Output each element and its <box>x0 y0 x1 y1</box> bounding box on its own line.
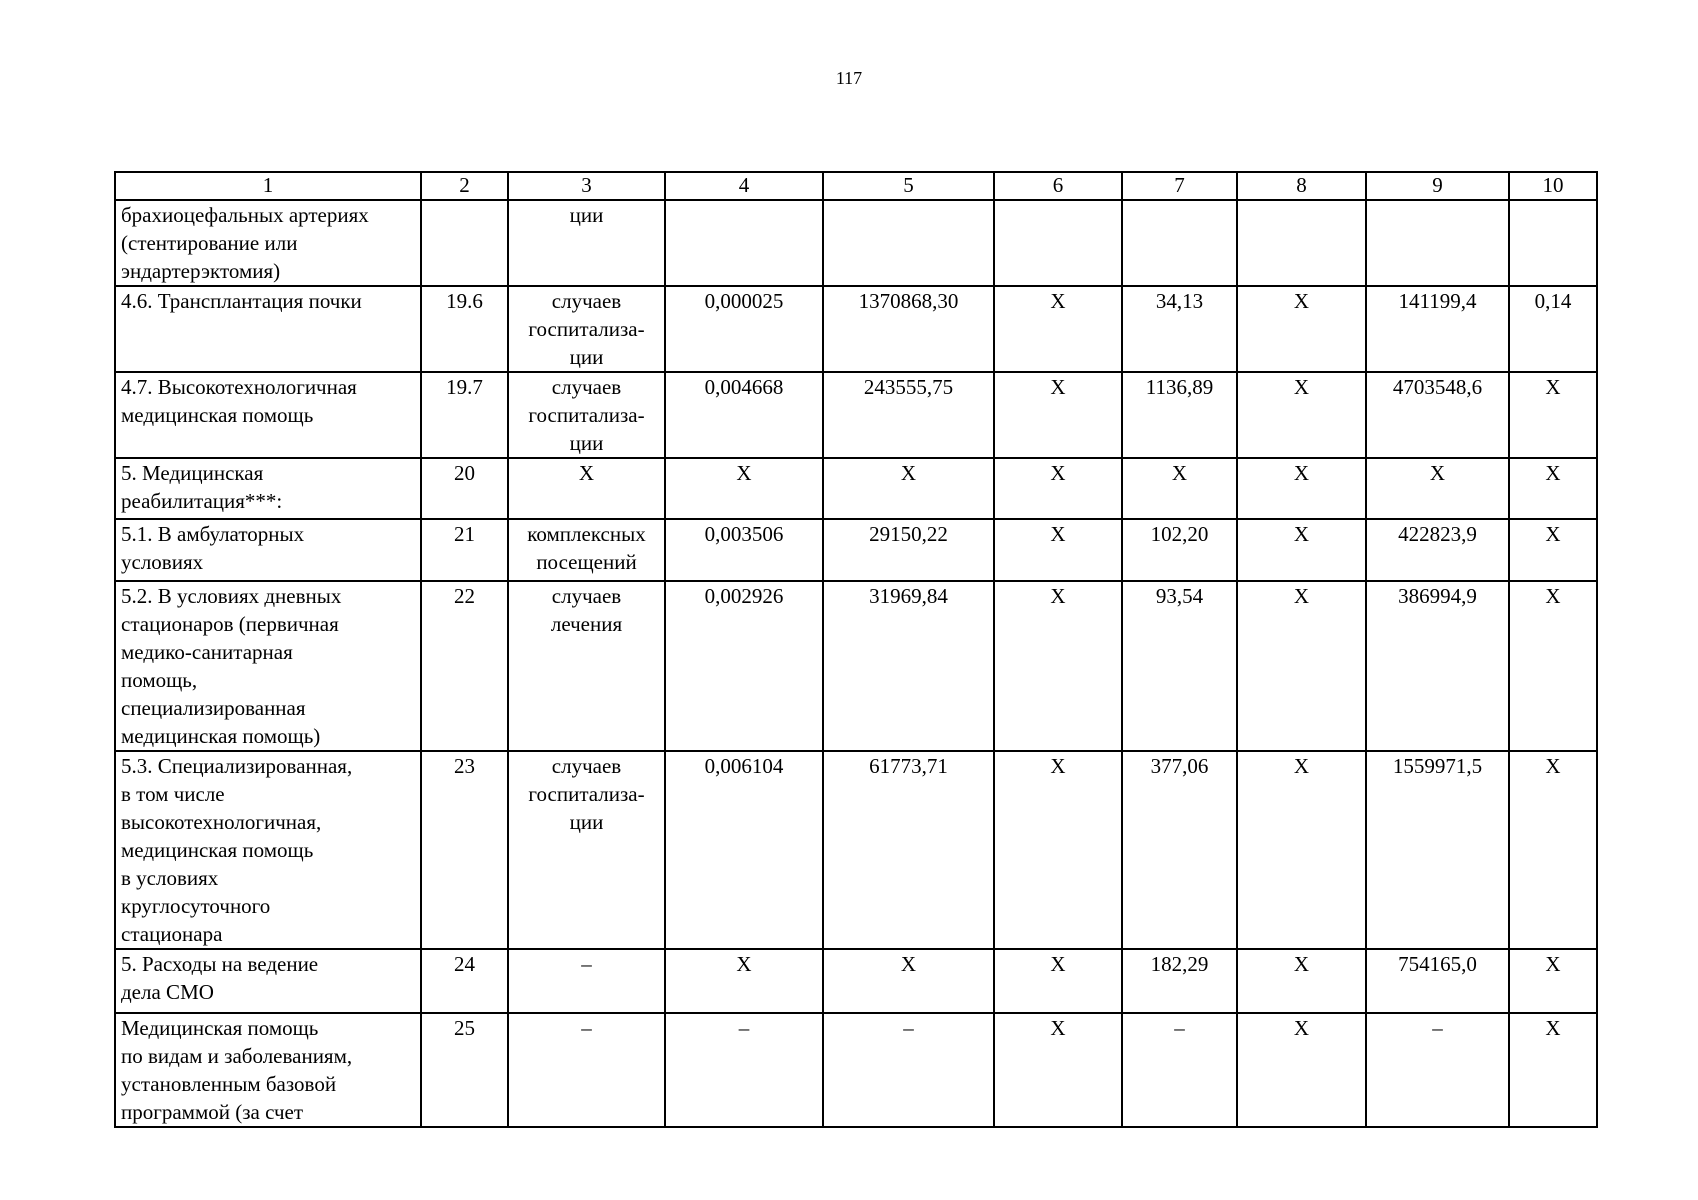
column-number-cell: 5 <box>823 172 994 200</box>
row-number-cell: 19.7 <box>421 372 508 458</box>
table-row <box>115 458 1597 519</box>
row-name-cell: 5. Медицинская реабилитация***: <box>115 458 421 519</box>
table-row <box>115 949 1597 1013</box>
value-cell <box>1237 200 1366 286</box>
row-number-cell: 20 <box>421 458 508 519</box>
table-row <box>115 519 1597 581</box>
value-cell: X <box>1237 581 1366 751</box>
value-cell: X <box>1509 372 1597 458</box>
value-cell: 34,13 <box>1122 286 1237 372</box>
column-number-cell: 8 <box>1237 172 1366 200</box>
value-cell: X <box>1509 1013 1597 1127</box>
value-cell <box>994 200 1122 286</box>
value-cell: 0,002926 <box>665 581 823 751</box>
value-cell: X <box>1237 949 1366 1013</box>
value-cell <box>665 200 823 286</box>
value-cell: – <box>823 1013 994 1127</box>
value-cell: 754165,0 <box>1366 949 1509 1013</box>
column-number-cell: 3 <box>508 172 665 200</box>
table-row <box>115 1013 1597 1127</box>
value-cell: 31969,84 <box>823 581 994 751</box>
value-cell: 61773,71 <box>823 751 994 949</box>
value-cell: 0,000025 <box>665 286 823 372</box>
value-cell <box>1366 200 1509 286</box>
value-cell: – <box>665 1013 823 1127</box>
value-cell: X <box>1122 458 1237 519</box>
value-cell: X <box>994 519 1122 581</box>
row-name-cell: 4.6. Трансплантация почки <box>115 286 421 372</box>
row-number-cell <box>421 200 508 286</box>
value-cell: X <box>1509 581 1597 751</box>
value-cell: X <box>665 458 823 519</box>
value-cell: X <box>823 949 994 1013</box>
value-cell: X <box>1237 458 1366 519</box>
row-name-cell: 5. Расходы на ведение дела СМО <box>115 949 421 1013</box>
value-cell: 386994,9 <box>1366 581 1509 751</box>
table-row <box>115 286 1597 372</box>
value-cell: X <box>994 1013 1122 1127</box>
column-number-row <box>115 172 1597 200</box>
column-number-cell: 1 <box>115 172 421 200</box>
unit-cell: случаев лечения <box>508 581 665 751</box>
row-number-cell: 24 <box>421 949 508 1013</box>
row-name-cell: брахиоцефальных артериях (стентирование или эндартерэктомия) <box>115 200 421 286</box>
value-cell: 243555,75 <box>823 372 994 458</box>
value-cell: 29150,22 <box>823 519 994 581</box>
unit-cell: ции <box>508 200 665 286</box>
table-row <box>115 751 1597 949</box>
column-number-cell: 7 <box>1122 172 1237 200</box>
value-cell: 1136,89 <box>1122 372 1237 458</box>
page-number: 117 <box>835 68 863 88</box>
value-cell: 0,14 <box>1509 286 1597 372</box>
value-cell: 141199,4 <box>1366 286 1509 372</box>
row-name-cell: 5.2. В условиях дневных стационаров (первичная медико-санитарная помощь, специализированная медицинская помощь) <box>115 581 421 751</box>
data-table <box>114 171 1598 1128</box>
value-cell: 1559971,5 <box>1366 751 1509 949</box>
table-row <box>115 581 1597 751</box>
table-row <box>115 200 1597 286</box>
unit-cell: – <box>508 1013 665 1127</box>
unit-cell: комплексных посещений <box>508 519 665 581</box>
row-name-cell: 5.3. Специализированная, в том числе высокотехнологичная, медицинская помощь в условиях круглосуточного стационара <box>115 751 421 949</box>
value-cell: X <box>1237 751 1366 949</box>
value-cell: 422823,9 <box>1366 519 1509 581</box>
row-number-cell: 23 <box>421 751 508 949</box>
column-number-cell: 4 <box>665 172 823 200</box>
value-cell: 0,003506 <box>665 519 823 581</box>
value-cell: 4703548,6 <box>1366 372 1509 458</box>
value-cell: X <box>994 751 1122 949</box>
value-cell: X <box>1509 751 1597 949</box>
table-row <box>115 372 1597 458</box>
value-cell: X <box>1509 458 1597 519</box>
row-name-cell: 5.1. В амбулаторных условиях <box>115 519 421 581</box>
value-cell: X <box>994 372 1122 458</box>
value-cell: X <box>994 581 1122 751</box>
row-name-cell: Медицинская помощь по видам и заболеваниям, установленным базовой программой (за счет <box>115 1013 421 1127</box>
unit-cell: – <box>508 949 665 1013</box>
value-cell: X <box>1237 1013 1366 1127</box>
row-number-cell: 21 <box>421 519 508 581</box>
value-cell: 182,29 <box>1122 949 1237 1013</box>
column-number-cell: 10 <box>1509 172 1597 200</box>
row-number-cell: 22 <box>421 581 508 751</box>
value-cell: X <box>994 286 1122 372</box>
value-cell: X <box>1509 949 1597 1013</box>
value-cell <box>1122 200 1237 286</box>
value-cell: 0,006104 <box>665 751 823 949</box>
unit-cell: случаев госпитализа- ции <box>508 751 665 949</box>
column-number-cell: 6 <box>994 172 1122 200</box>
value-cell: X <box>1237 286 1366 372</box>
value-cell <box>1509 200 1597 286</box>
value-cell: 377,06 <box>1122 751 1237 949</box>
value-cell: 1370868,30 <box>823 286 994 372</box>
value-cell: X <box>823 458 994 519</box>
value-cell: X <box>1237 519 1366 581</box>
value-cell: 93,54 <box>1122 581 1237 751</box>
unit-cell: X <box>508 458 665 519</box>
value-cell <box>823 200 994 286</box>
value-cell: – <box>1366 1013 1509 1127</box>
value-cell: X <box>665 949 823 1013</box>
row-name-cell: 4.7. Высокотехнологичная медицинская помощь <box>115 372 421 458</box>
value-cell: X <box>1509 519 1597 581</box>
value-cell: X <box>1237 372 1366 458</box>
value-cell: X <box>994 949 1122 1013</box>
value-cell: 0,004668 <box>665 372 823 458</box>
unit-cell: случаев госпитализа- ции <box>508 372 665 458</box>
value-cell: 102,20 <box>1122 519 1237 581</box>
value-cell: X <box>994 458 1122 519</box>
row-number-cell: 25 <box>421 1013 508 1127</box>
value-cell: – <box>1122 1013 1237 1127</box>
value-cell: X <box>1366 458 1509 519</box>
row-number-cell: 19.6 <box>421 286 508 372</box>
column-number-cell: 2 <box>421 172 508 200</box>
column-number-cell: 9 <box>1366 172 1509 200</box>
unit-cell: случаев госпитализа- ции <box>508 286 665 372</box>
